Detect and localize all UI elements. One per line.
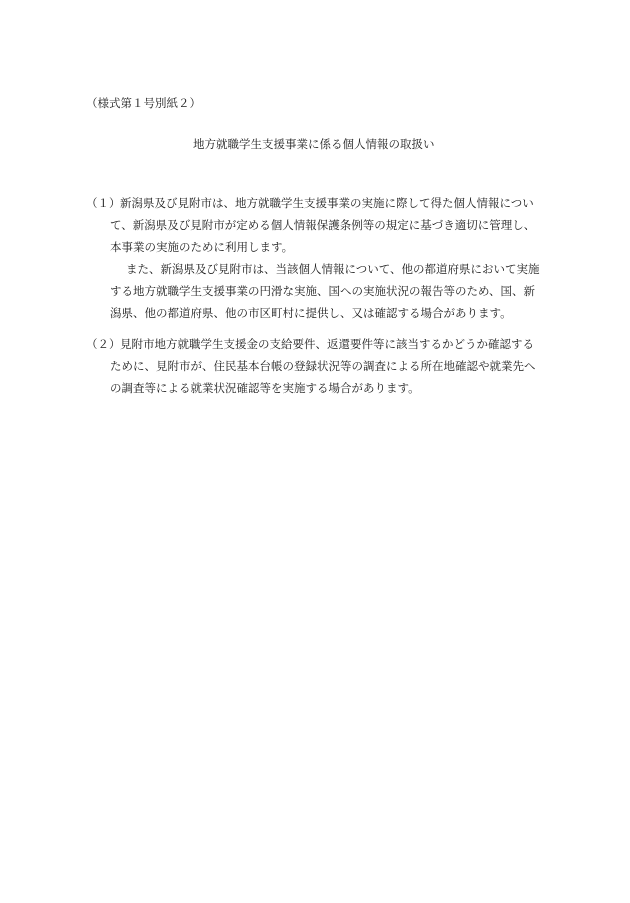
item-line: 本事業の実施のために利用します。	[110, 240, 294, 254]
item-line: ために、見附市が、住民基本台帳の登録状況等の調査による所在地確認や就業先へ	[110, 359, 536, 373]
item-line	[86, 192, 556, 214]
form-label: （様式第１号別紙２）	[86, 96, 201, 110]
item-line: 潟県、他の都道府県、他の市区町村に提供し、又は確認する場合があります。	[110, 306, 512, 320]
list-item	[86, 192, 556, 324]
item-line	[86, 333, 556, 355]
item-number: （１）	[86, 196, 121, 210]
item-line: て、新潟県及び見附市が定める個人情報保護条例等の規定に基づき適切に管理し、	[110, 218, 536, 232]
item-number: （２）	[86, 337, 121, 351]
item-line: の調査等による就業状況確認等を実施する場合があります。	[110, 381, 420, 395]
item-text: 見附市地方就職学生支援金の支給要件、返還要件等に該当するかどうか確認する	[120, 337, 534, 351]
document-title: 地方就職学生支援事業に係る個人情報の取扱い	[193, 137, 435, 151]
list-item	[86, 333, 556, 399]
item-text: 新潟県及び見附市は、地方就職学生支援事業の実施に際して得た個人情報につい	[120, 196, 534, 210]
item-line: する地方就職学生支援事業の円滑な実施、国への実施状況の報告等のため、国、新	[110, 284, 536, 298]
item-line: また、新潟県及び見附市は、当該個人情報について、他の都道府県において実施	[126, 262, 540, 276]
